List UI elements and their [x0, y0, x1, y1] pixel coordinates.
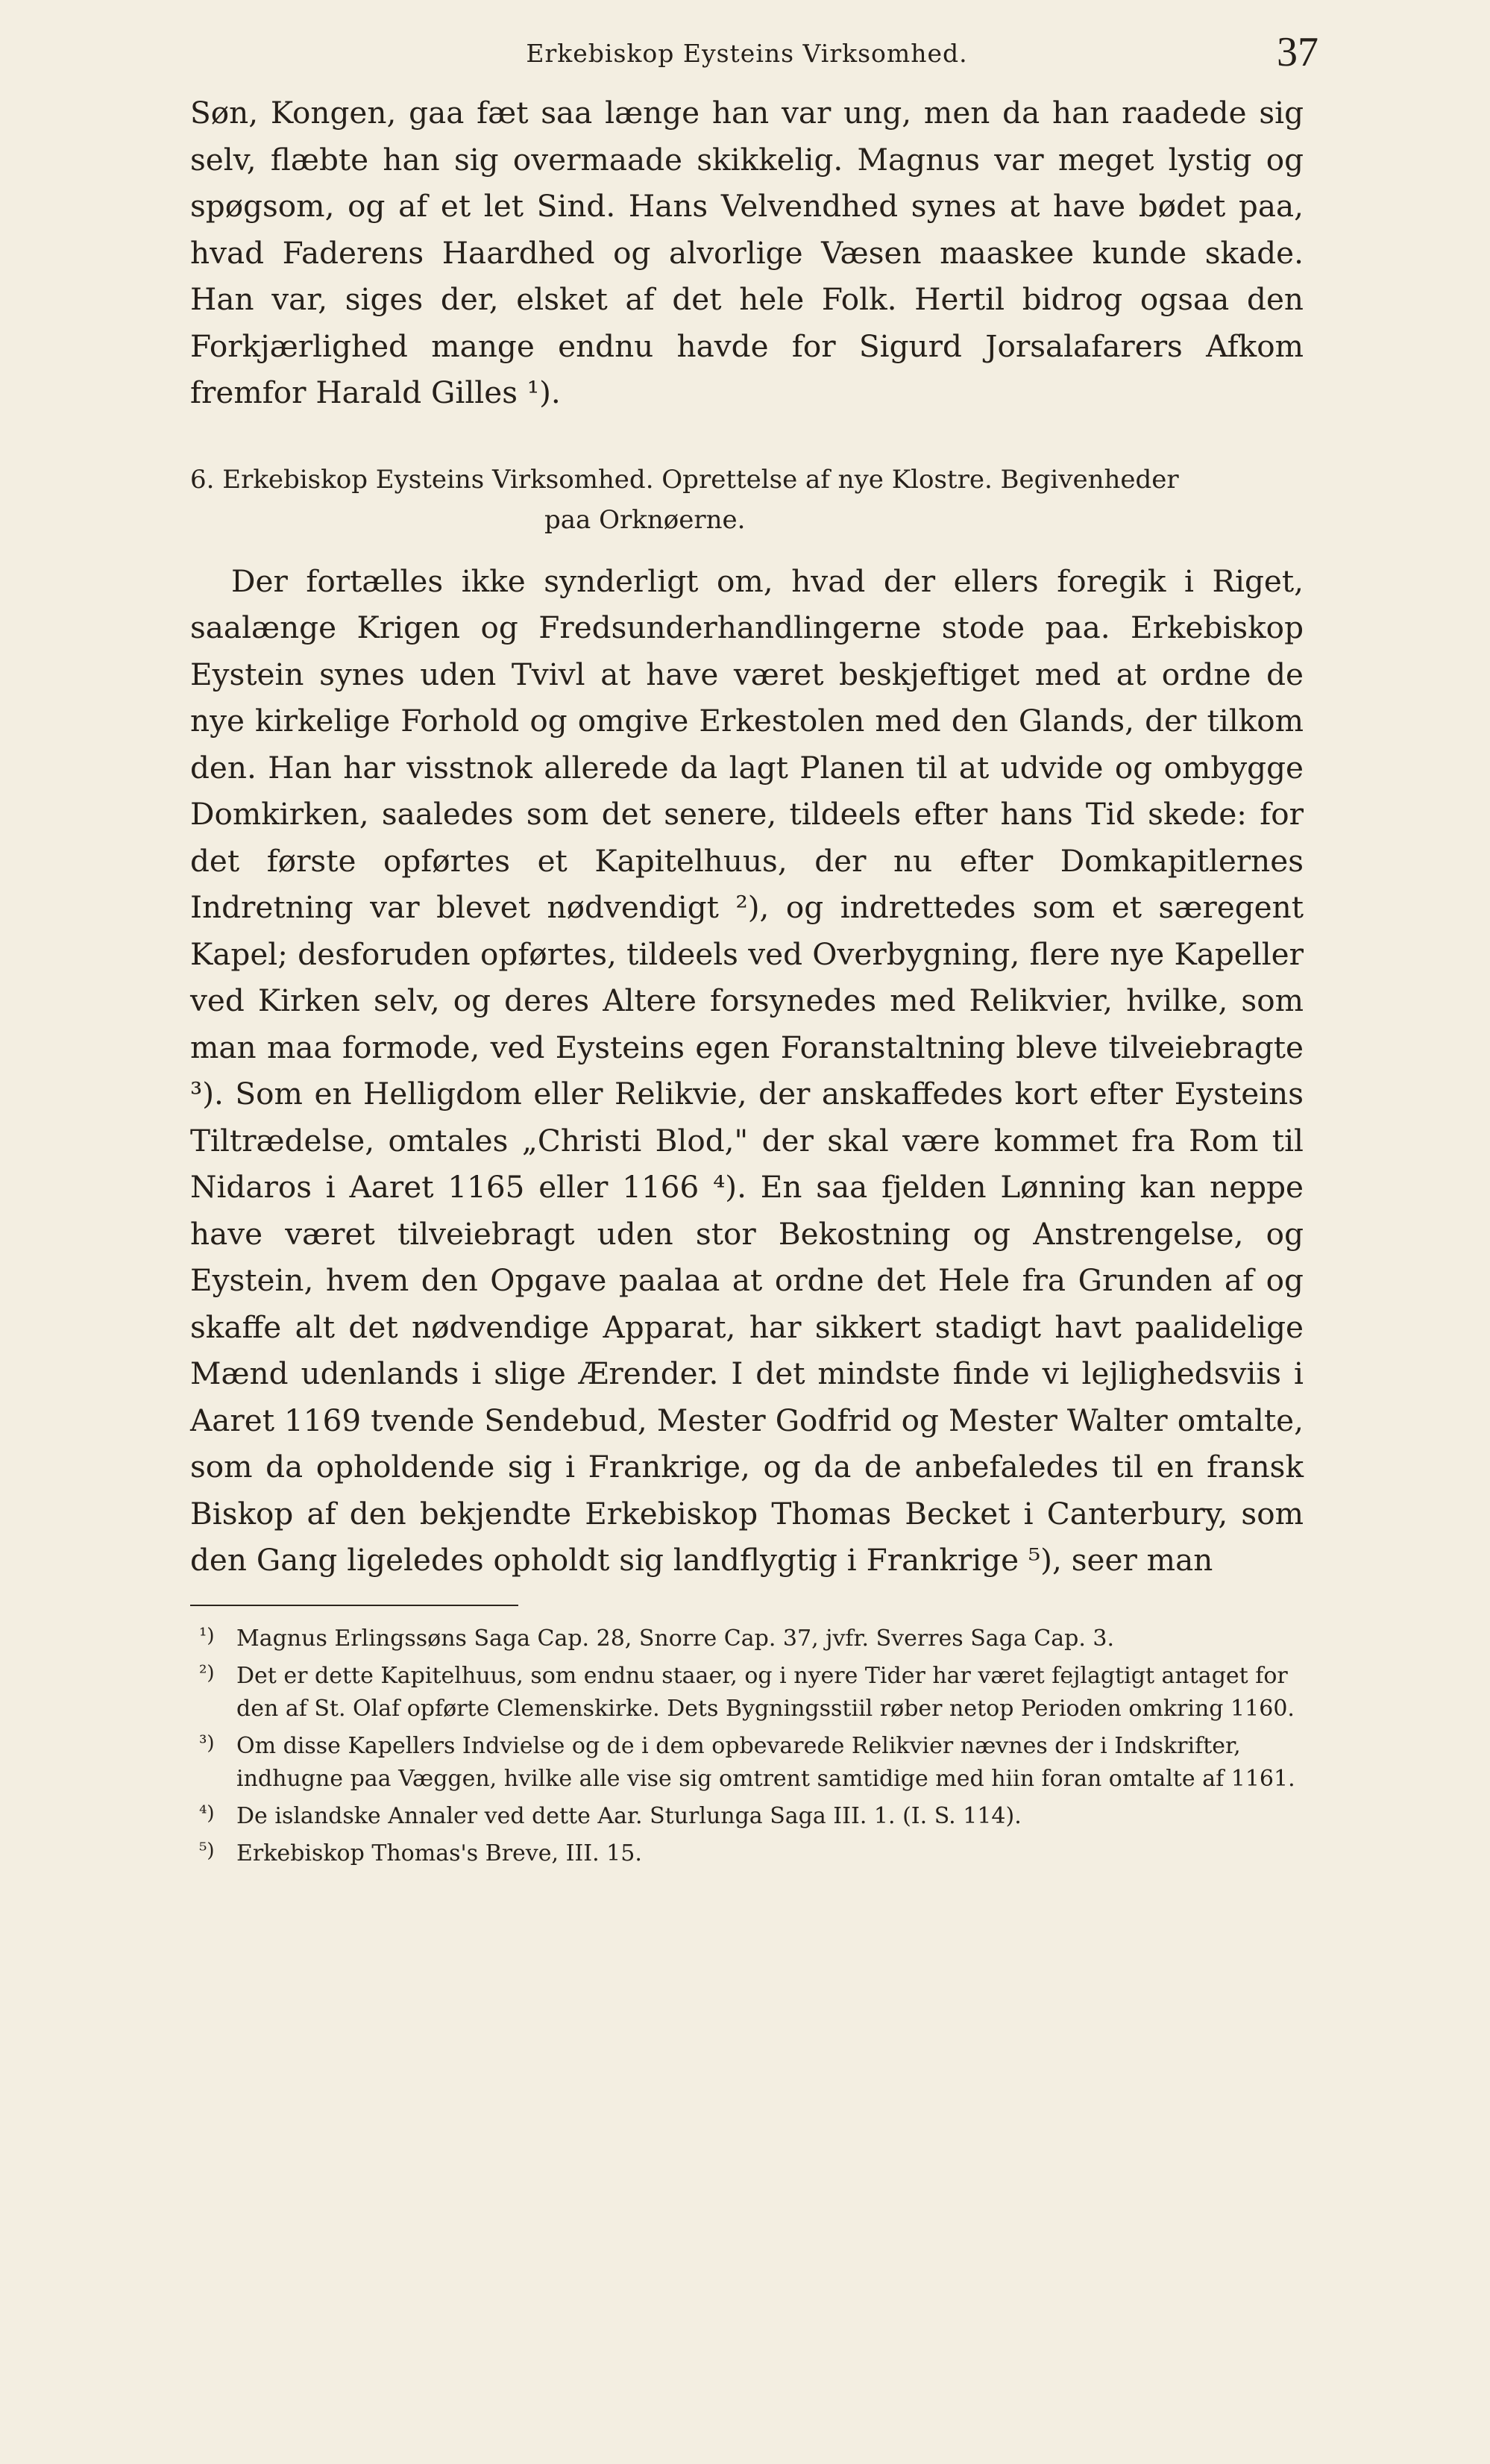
- footnote-text: Om disse Kapellers Indvielse og de i dem opbevarede Relikvier nævnes der i Indskrifter, indhugne paa Væggen, hvilke alle vise sig omtrent samtidige med hiin foran omtalte af 1161.: [236, 1732, 1295, 1792]
- footnote: [190, 1623, 1304, 1655]
- section-heading-line: 6. Erkebiskop Eysteins Virksomhed. Oprettelse af nye Klostre. Begivenheder: [190, 464, 1179, 495]
- footnote-marker: ⁴): [199, 1802, 215, 1825]
- footnote-text: Erkebiskop Thomas's Breve, III. 15.: [236, 1840, 642, 1866]
- footnote: [190, 1660, 1304, 1725]
- section-heading: [190, 460, 1304, 540]
- footnote: [190, 1800, 1304, 1833]
- paragraph: Søn, Kongen, gaa fæt saa længe han var ung, men da han raadede sig selv, flæbte han sig overmaade skikkelig. Magnus var meget lystig og spøgsom, og af et let Sind. Hans Velvendhed synes at have bødet paa, hvad Faderens Haardhed og alvorlige Væsen maaskee kunde skade. Han var, siges der, elsket af det hele Folk. Hertil bidrog ogsaa den Forkjærlighed mange endnu havde for Sigurd Jorsalafarers Afkom fremfor Harald Gilles ¹).: [190, 95, 1304, 410]
- footnote: [190, 1837, 1304, 1870]
- footnote-divider: [190, 1605, 518, 1606]
- paragraph: Der fortælles ikke synderligt om, hvad der ellers foregik i Riget, saalænge Krigen og Fredsunderhandlingerne stode paa. Erkebiskop Eystein synes uden Tvivl at have været beskjeftiget med at ordne de nye kirkelige Forhold og omgive Erkestolen med den Glands, der tilkom den. Han har visstnok allerede da lagt Planen til at udvide og ombygge Domkirken, saaledes som det senere, tildeels efter hans Tid skede: for det første opførtes et Kapitelhuus, der nu efter Domkapitlernes Indretning var blevet nødvendigt ²), og indrettedes som et særegent Kapel; desforuden opførtes, tildeels ved Overbygning, flere nye Kapeller ved Kirken selv, og deres Altere forsynedes med Relikvier, hvilke, som man maa formode, ved Eysteins egen Foranstaltning bleve tilveiebragte ³). Som en Helligdom eller Relikvie, der anskaffedes kort efter Eysteins Tiltrædelse, omtales „Christi Blod," der skal være kommet fra Rom til Nidaros i Aaret 1165 eller 1166 ⁴). En saa fjelden Lønning kan neppe have været tilveiebragt uden stor Bekostning og Anstrengelse, og Eystein, hvem den Opgave paalaa at ordne det Hele fra Grunden af og skaffe alt det nødvendige Apparat, har sikkert stadigt havt paalidelige Mænd udenlands i slige Ærender. I det mindste finde vi lejlighedsviis i Aaret 1169 tvende Sendebud, Mester Godfrid og Mester Walter omtalte, som da opholdende sig i Frankrige, og da de anbefaledes til en fransk Biskop af den bekjendte Erkebiskop Thomas Becket i Canterbury, som den Gang ligeledes opholdt sig landflygtig i Frankrige ⁵), seer man: [190, 562, 1304, 1578]
- page-number: 37: [1277, 29, 1318, 75]
- footnote-text: De islandske Annaler ved dette Aar. Sturlunga Saga III. 1. (I. S. 114).: [236, 1802, 1022, 1829]
- footnote-text: Det er dette Kapitelhuus, som endnu staaer, og i nyere Tider har været fejlagtigt antaget for den af St. Olaf opførte Clemenskirke. Dets Bygningsstiil røber netop Perioden omkring 1160.: [236, 1662, 1295, 1722]
- footnote-marker: ²): [199, 1661, 215, 1684]
- running-title: Erkebiskop Eysteins Virksomhed.: [526, 39, 968, 68]
- section-heading-subline: paa Orknøerne.: [544, 504, 746, 535]
- footnote-text: Magnus Erlingssøns Saga Cap. 28, Snorre Cap. 37, jvfr. Sverres Saga Cap. 3.: [236, 1625, 1115, 1652]
- footnote: [190, 1730, 1304, 1796]
- footnote-marker: ⁵): [199, 1839, 215, 1862]
- footnote-marker: ¹): [199, 1624, 215, 1647]
- running-head: [190, 22, 1318, 90]
- footnotes: [190, 1623, 1304, 1870]
- footnote-marker: ³): [199, 1731, 215, 1755]
